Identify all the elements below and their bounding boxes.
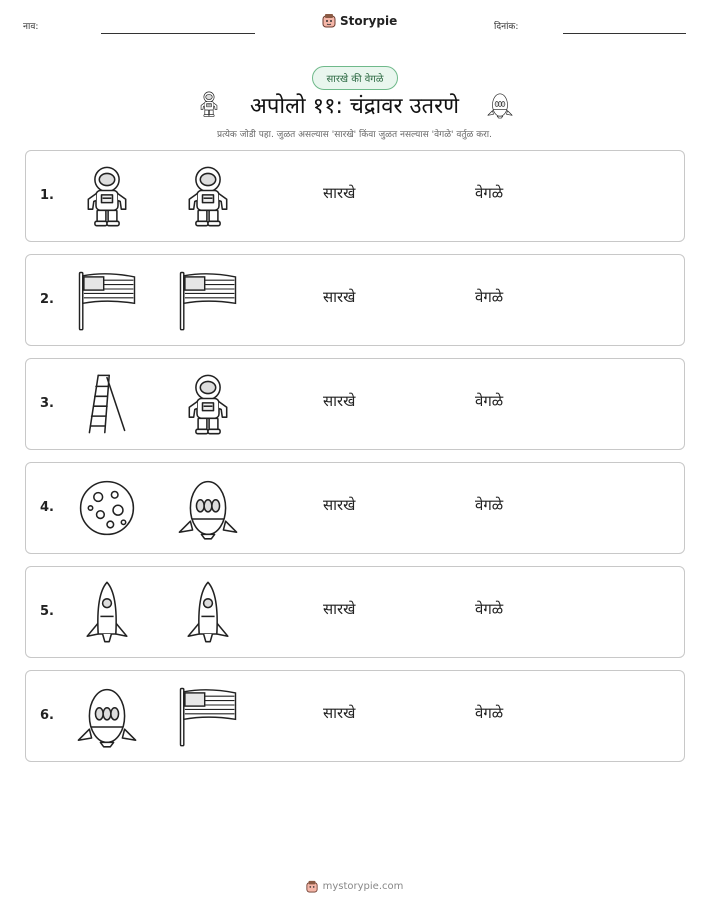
question-row-1 — [25, 150, 685, 242]
different-option[interactable]: वेगळे — [475, 184, 504, 202]
different-option[interactable]: वेगळे — [475, 704, 504, 722]
same-option[interactable]: सारखे — [323, 600, 356, 618]
astronaut-icon — [175, 163, 241, 229]
storypie-mascot-icon — [322, 13, 336, 28]
same-option[interactable]: सारखे — [323, 184, 356, 202]
date-label: दिनांक: — [494, 22, 519, 32]
lunar-module-icon — [486, 90, 514, 124]
different-option[interactable]: वेगळे — [475, 288, 504, 306]
question-row-6 — [25, 670, 685, 762]
astronaut-icon — [74, 163, 140, 229]
flag-icon — [175, 683, 241, 749]
astronaut-icon — [175, 371, 241, 437]
footer — [0, 880, 709, 893]
same-option[interactable]: सारखे — [323, 288, 356, 306]
rocket-icon — [175, 579, 241, 645]
question-number: 3. — [40, 396, 54, 411]
page-title: अपोलो ११: चंद्रावर उतरणे — [250, 94, 459, 119]
storypie-mascot-icon — [306, 880, 318, 893]
question-number: 5. — [40, 604, 54, 619]
instructions: प्रत्येक जोडी पहा. जुळत असल्यास 'सारखे' किंवा जुळत नसल्यास 'वेगळे' वर्तुळ करा. — [216, 130, 492, 140]
brand-logo — [322, 13, 397, 28]
brand-name: Storypie — [340, 13, 398, 28]
flag-icon — [74, 267, 140, 333]
question-number: 4. — [40, 500, 54, 515]
question-number: 1. — [40, 188, 54, 203]
ladder-icon — [74, 371, 140, 437]
name-label: नाव: — [23, 22, 39, 32]
question-row-3 — [25, 358, 685, 450]
same-option[interactable]: सारखे — [323, 704, 356, 722]
question-row-5 — [25, 566, 685, 658]
different-option[interactable]: वेगळे — [475, 496, 504, 514]
question-number: 2. — [40, 292, 54, 307]
worksheet-type-badge: सारखे की वेगळे — [312, 66, 398, 90]
moon-icon — [74, 475, 140, 541]
question-row-2 — [25, 254, 685, 346]
question-number: 6. — [40, 708, 54, 723]
different-option[interactable]: वेगळे — [475, 600, 504, 618]
footer-url[interactable]: mystorypie.com — [322, 881, 404, 892]
date-field-line[interactable] — [563, 33, 686, 34]
flag-icon — [175, 267, 241, 333]
name-field-line[interactable] — [101, 33, 255, 34]
same-option[interactable]: सारखे — [323, 392, 356, 410]
question-row-4 — [25, 462, 685, 554]
different-option[interactable]: वेगळे — [475, 392, 504, 410]
rocket-icon — [74, 579, 140, 645]
lunar-module-icon — [175, 475, 241, 541]
same-option[interactable]: सारखे — [323, 496, 356, 514]
lunar-module-icon — [74, 683, 140, 749]
